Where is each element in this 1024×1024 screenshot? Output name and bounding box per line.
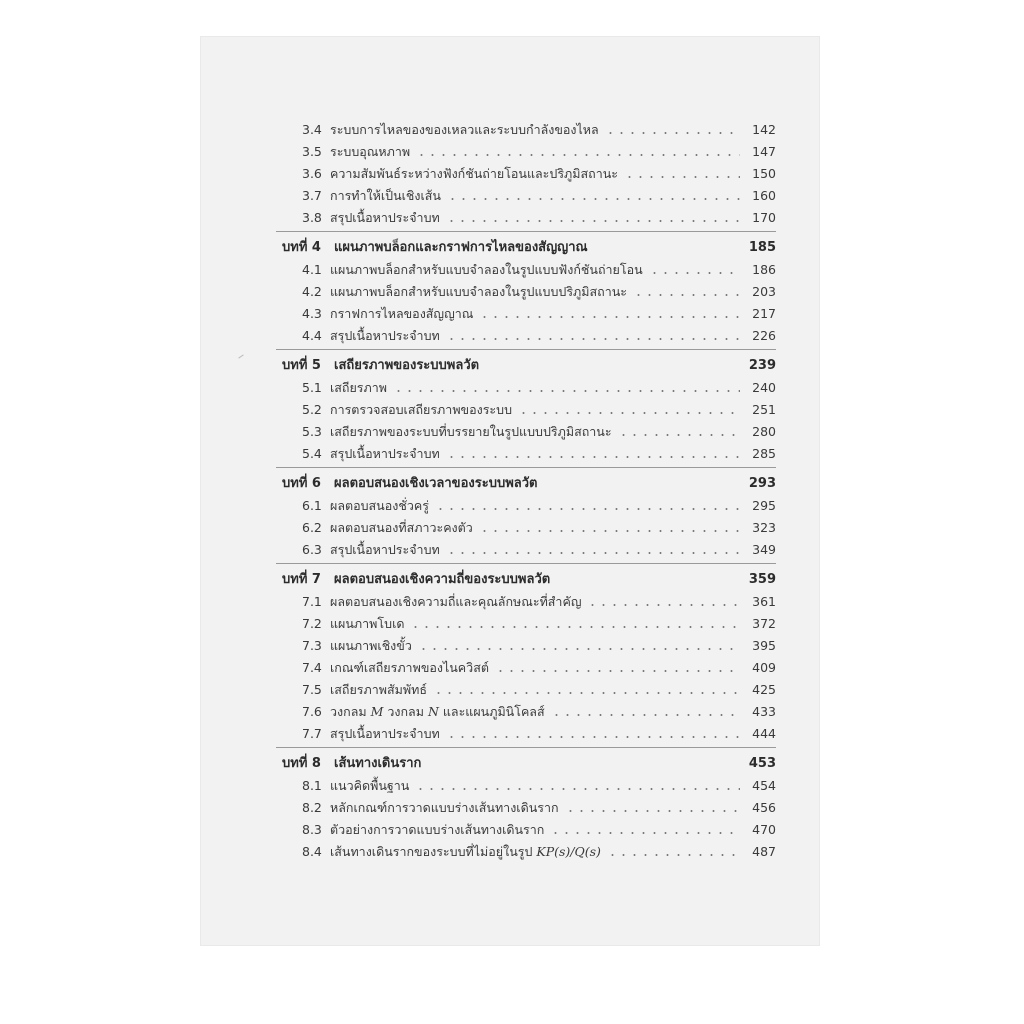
math-symbol-n: N xyxy=(427,704,439,719)
toc-page-number: 395 xyxy=(752,638,776,653)
toc-chapter-4[interactable] xyxy=(276,234,776,256)
leader-dots xyxy=(479,530,740,532)
chapter-page-number: 293 xyxy=(748,476,776,491)
toc-number: 6.3 xyxy=(302,542,322,557)
toc-number: 8.1 xyxy=(302,778,322,793)
leader-dots xyxy=(551,714,740,716)
leader-dots xyxy=(433,692,740,694)
toc-title: ผลตอบสนองเชิงความถี่และคุณลักษณะที่สำคัญ xyxy=(330,594,582,609)
toc-number: 7.6 xyxy=(302,704,322,719)
leader-dots xyxy=(418,648,740,650)
chapter-title: เสถียรภาพของระบบพลวัต xyxy=(334,358,480,373)
toc-title: สรุปเนื้อหาประจำบท xyxy=(330,726,440,741)
toc-title: สรุปเนื้อหาประจำบท xyxy=(330,446,440,461)
toc-number: 4.1 xyxy=(302,262,322,277)
chapter-number: บทที่ 8 xyxy=(282,756,321,771)
chapter-page-number: 185 xyxy=(748,240,776,255)
toc-title xyxy=(322,704,545,720)
toc-title: แผนภาพบล็อกสำหรับแบบจำลองในรูปแบบฟังก์ชันถ่ายโอน xyxy=(330,262,643,277)
toc-page-number: 454 xyxy=(752,778,776,793)
leader-dots xyxy=(607,854,740,856)
leader-dots xyxy=(446,736,740,738)
toc-entry-5-4[interactable] xyxy=(276,440,776,462)
toc-entry-5-1[interactable] xyxy=(276,374,776,396)
toc-page-number: 433 xyxy=(752,704,776,719)
toc-title: เสถียรภาพ xyxy=(330,380,388,395)
chapter-page-number: 453 xyxy=(748,756,776,771)
toc-title: หลักเกณฑ์การวาดแบบร่างเส้นทางเดินราก xyxy=(330,800,559,815)
leader-dots xyxy=(565,810,740,812)
chapter-title: แผนภาพบล็อกและกราฟการไหลของสัญญาณ xyxy=(334,240,588,255)
title-part: วงกลม xyxy=(383,704,428,719)
toc-page-number: 456 xyxy=(752,800,776,815)
toc-entry-5-3[interactable] xyxy=(276,418,776,440)
toc-page-number: 240 xyxy=(752,380,776,395)
toc-title: แผนภาพโบเด xyxy=(330,616,405,631)
toc-chapter-7[interactable] xyxy=(276,566,776,588)
toc-number: 7.4 xyxy=(302,660,322,675)
toc-number: 7.1 xyxy=(302,594,322,609)
toc-page-number: 409 xyxy=(752,660,776,675)
toc-entry-7-3[interactable] xyxy=(276,632,776,654)
toc-page-number: 323 xyxy=(752,520,776,535)
leader-dots xyxy=(479,316,740,318)
title-part: เส้นทางเดินรากของระบบที่ไม่อยู่ในรูป xyxy=(330,844,537,859)
leader-dots xyxy=(618,434,740,436)
leader-dots xyxy=(415,788,740,790)
toc-number: 6.2 xyxy=(302,520,322,535)
toc-number: 3.5 xyxy=(302,144,322,159)
toc-number: 7.5 xyxy=(302,682,322,697)
toc-number: 7.3 xyxy=(302,638,322,653)
toc-entry-3-5[interactable] xyxy=(276,138,776,160)
toc-number: 7.7 xyxy=(302,726,322,741)
leader-dots xyxy=(633,294,740,296)
book-page xyxy=(200,36,820,946)
toc-number: 4.2 xyxy=(302,284,322,299)
leader-dots xyxy=(435,508,740,510)
toc-page-number: 160 xyxy=(752,188,776,203)
toc-entry-4-2[interactable] xyxy=(276,278,776,300)
toc-title: เสถียรภาพของระบบที่บรรยายในรูปแบบปริภูมิสถานะ xyxy=(330,424,612,439)
toc-entry-7-2[interactable] xyxy=(276,610,776,632)
toc-entry-7-1[interactable] xyxy=(276,588,776,610)
toc-entry-4-4[interactable] xyxy=(276,322,776,344)
toc-number: 8.3 xyxy=(302,822,322,837)
leader-dots xyxy=(446,338,740,340)
toc-entry-3-4[interactable] xyxy=(276,116,776,138)
pencil-mark xyxy=(238,354,243,358)
chapter-title: ผลตอบสนองเชิงความถี่ของระบบพลวัต xyxy=(334,572,551,587)
toc-page-number: 372 xyxy=(752,616,776,631)
toc-entry-3-8[interactable] xyxy=(276,204,776,226)
leader-dots xyxy=(447,198,740,200)
toc-title: แผนภาพเชิงขั้ว xyxy=(330,638,412,653)
chapter-number: บทที่ 6 xyxy=(282,476,321,491)
chapter-divider xyxy=(276,349,776,350)
toc-entry-8-3[interactable] xyxy=(276,816,776,838)
chapter-divider xyxy=(276,747,776,748)
toc-number: 4.3 xyxy=(302,306,322,321)
toc-entry-7-5[interactable] xyxy=(276,676,776,698)
toc-number: 3.7 xyxy=(302,188,322,203)
toc-title: กราฟการไหลของสัญญาณ xyxy=(330,306,474,321)
toc-entry-4-1[interactable] xyxy=(276,256,776,278)
toc-title: ตัวอย่างการวาดแบบร่างเส้นทางเดินราก xyxy=(330,822,545,837)
toc-title: เกณฑ์เสถียรภาพของไนควิสต์ xyxy=(330,660,489,675)
toc-number: 4.4 xyxy=(302,328,322,343)
leader-dots xyxy=(446,220,740,222)
leader-dots xyxy=(605,132,740,134)
toc-page-number: 280 xyxy=(752,424,776,439)
toc-page-number: 487 xyxy=(752,844,776,859)
toc-number: 3.8 xyxy=(302,210,322,225)
toc-number: 3.4 xyxy=(302,122,322,137)
toc-title: สรุปเนื้อหาประจำบท xyxy=(330,328,440,343)
chapter-divider xyxy=(276,563,776,564)
chapter-title: ผลตอบสนองเชิงเวลาของระบบพลวัต xyxy=(334,476,538,491)
chapter-page-number: 359 xyxy=(748,572,776,587)
toc-entry-3-6[interactable] xyxy=(276,160,776,182)
toc-page-number: 295 xyxy=(752,498,776,513)
chapter-divider xyxy=(276,231,776,232)
toc-title: ผลตอบสนองชั่วครู่ xyxy=(330,498,429,513)
toc-page-number: 142 xyxy=(752,122,776,137)
chapter-page-number: 239 xyxy=(748,358,776,373)
toc-page-number: 285 xyxy=(752,446,776,461)
leader-dots xyxy=(518,412,740,414)
math-expression: KP(s)/Q(s) xyxy=(536,844,601,859)
leader-dots xyxy=(649,272,740,274)
toc-title: เสถียรภาพสัมพัทธ์ xyxy=(330,682,427,697)
toc-entry-6-3[interactable] xyxy=(276,536,776,558)
chapter-number: บทที่ 5 xyxy=(282,358,321,373)
toc-entry-4-3[interactable] xyxy=(276,300,776,322)
toc-page-number: 150 xyxy=(752,166,776,181)
toc-page-number: 203 xyxy=(752,284,776,299)
toc-page-number: 226 xyxy=(752,328,776,343)
toc-entry-6-1[interactable] xyxy=(276,492,776,514)
toc-page-number: 170 xyxy=(752,210,776,225)
toc-title: ระบบการไหลของของเหลวและระบบกำลังของไหล xyxy=(330,122,599,137)
chapter-divider xyxy=(276,467,776,468)
toc-chapter-5[interactable] xyxy=(276,352,776,374)
leader-dots xyxy=(495,670,740,672)
toc-title: ระบบอุณหภาพ xyxy=(330,144,411,159)
leader-dots xyxy=(446,456,740,458)
chapter-number: บทที่ 7 xyxy=(282,572,321,587)
toc-title: สรุปเนื้อหาประจำบท xyxy=(330,542,440,557)
toc-entry-7-7[interactable] xyxy=(276,720,776,742)
toc-title: การตรวจสอบเสถียรภาพของระบบ xyxy=(330,402,513,417)
toc-number: 5.1 xyxy=(302,380,322,395)
toc-number: 3.6 xyxy=(302,166,322,181)
leader-dots xyxy=(410,626,740,628)
toc-title: ผลตอบสนองที่สภาวะคงตัว xyxy=(330,520,473,535)
toc-page-number: 444 xyxy=(752,726,776,741)
toc-number: 5.2 xyxy=(302,402,322,417)
toc-entry-8-2[interactable] xyxy=(276,794,776,816)
toc-page-number: 470 xyxy=(752,822,776,837)
toc-page-number: 186 xyxy=(752,262,776,277)
toc-entry-8-4[interactable] xyxy=(276,838,776,860)
toc-page-number: 425 xyxy=(752,682,776,697)
toc-entry-8-1[interactable] xyxy=(276,772,776,794)
math-symbol-m: M xyxy=(370,704,384,719)
toc-number: 7.2 xyxy=(302,616,322,631)
toc-title: ความสัมพันธ์ระหว่างฟังก์ชันถ่ายโอนและปริภูมิสถานะ xyxy=(330,166,618,181)
toc-number: 6.1 xyxy=(302,498,322,513)
toc-number: 8.2 xyxy=(302,800,322,815)
toc-chapter-6[interactable] xyxy=(276,470,776,492)
leader-dots xyxy=(587,604,740,606)
toc-number: 8.4 xyxy=(302,844,322,859)
toc-page-number: 251 xyxy=(752,402,776,417)
title-part: วงกลม xyxy=(330,704,371,719)
leader-dots xyxy=(393,390,740,392)
toc-entry-3-7[interactable] xyxy=(276,182,776,204)
toc-title: การทำให้เป็นเชิงเส้น xyxy=(330,188,441,203)
toc-page-number: 349 xyxy=(752,542,776,557)
title-part: และแผนภูมินิโคลส์ xyxy=(438,704,545,719)
chapter-title: เส้นทางเดินราก xyxy=(334,756,422,771)
toc-title: สรุปเนื้อหาประจำบท xyxy=(330,210,440,225)
toc-page-number: 361 xyxy=(752,594,776,609)
leader-dots xyxy=(624,176,740,178)
toc-entry-7-4[interactable] xyxy=(276,654,776,676)
toc-chapter-8[interactable] xyxy=(276,750,776,772)
leader-dots xyxy=(416,154,740,156)
toc-entry-5-2[interactable] xyxy=(276,396,776,418)
toc-entry-7-6[interactable] xyxy=(276,698,776,720)
toc-entry-6-2[interactable] xyxy=(276,514,776,536)
toc-page-number: 147 xyxy=(752,144,776,159)
toc-page-number: 217 xyxy=(752,306,776,321)
chapter-number: บทที่ 4 xyxy=(282,240,321,255)
toc-title: แนวคิดพื้นฐาน xyxy=(330,778,410,793)
toc-number: 5.3 xyxy=(302,424,322,439)
toc-number: 5.4 xyxy=(302,446,322,461)
toc-title: แผนภาพบล็อกสำหรับแบบจำลองในรูปแบบปริภูมิสถานะ xyxy=(330,284,627,299)
toc-title xyxy=(322,844,601,860)
leader-dots xyxy=(550,832,740,834)
leader-dots xyxy=(446,552,740,554)
